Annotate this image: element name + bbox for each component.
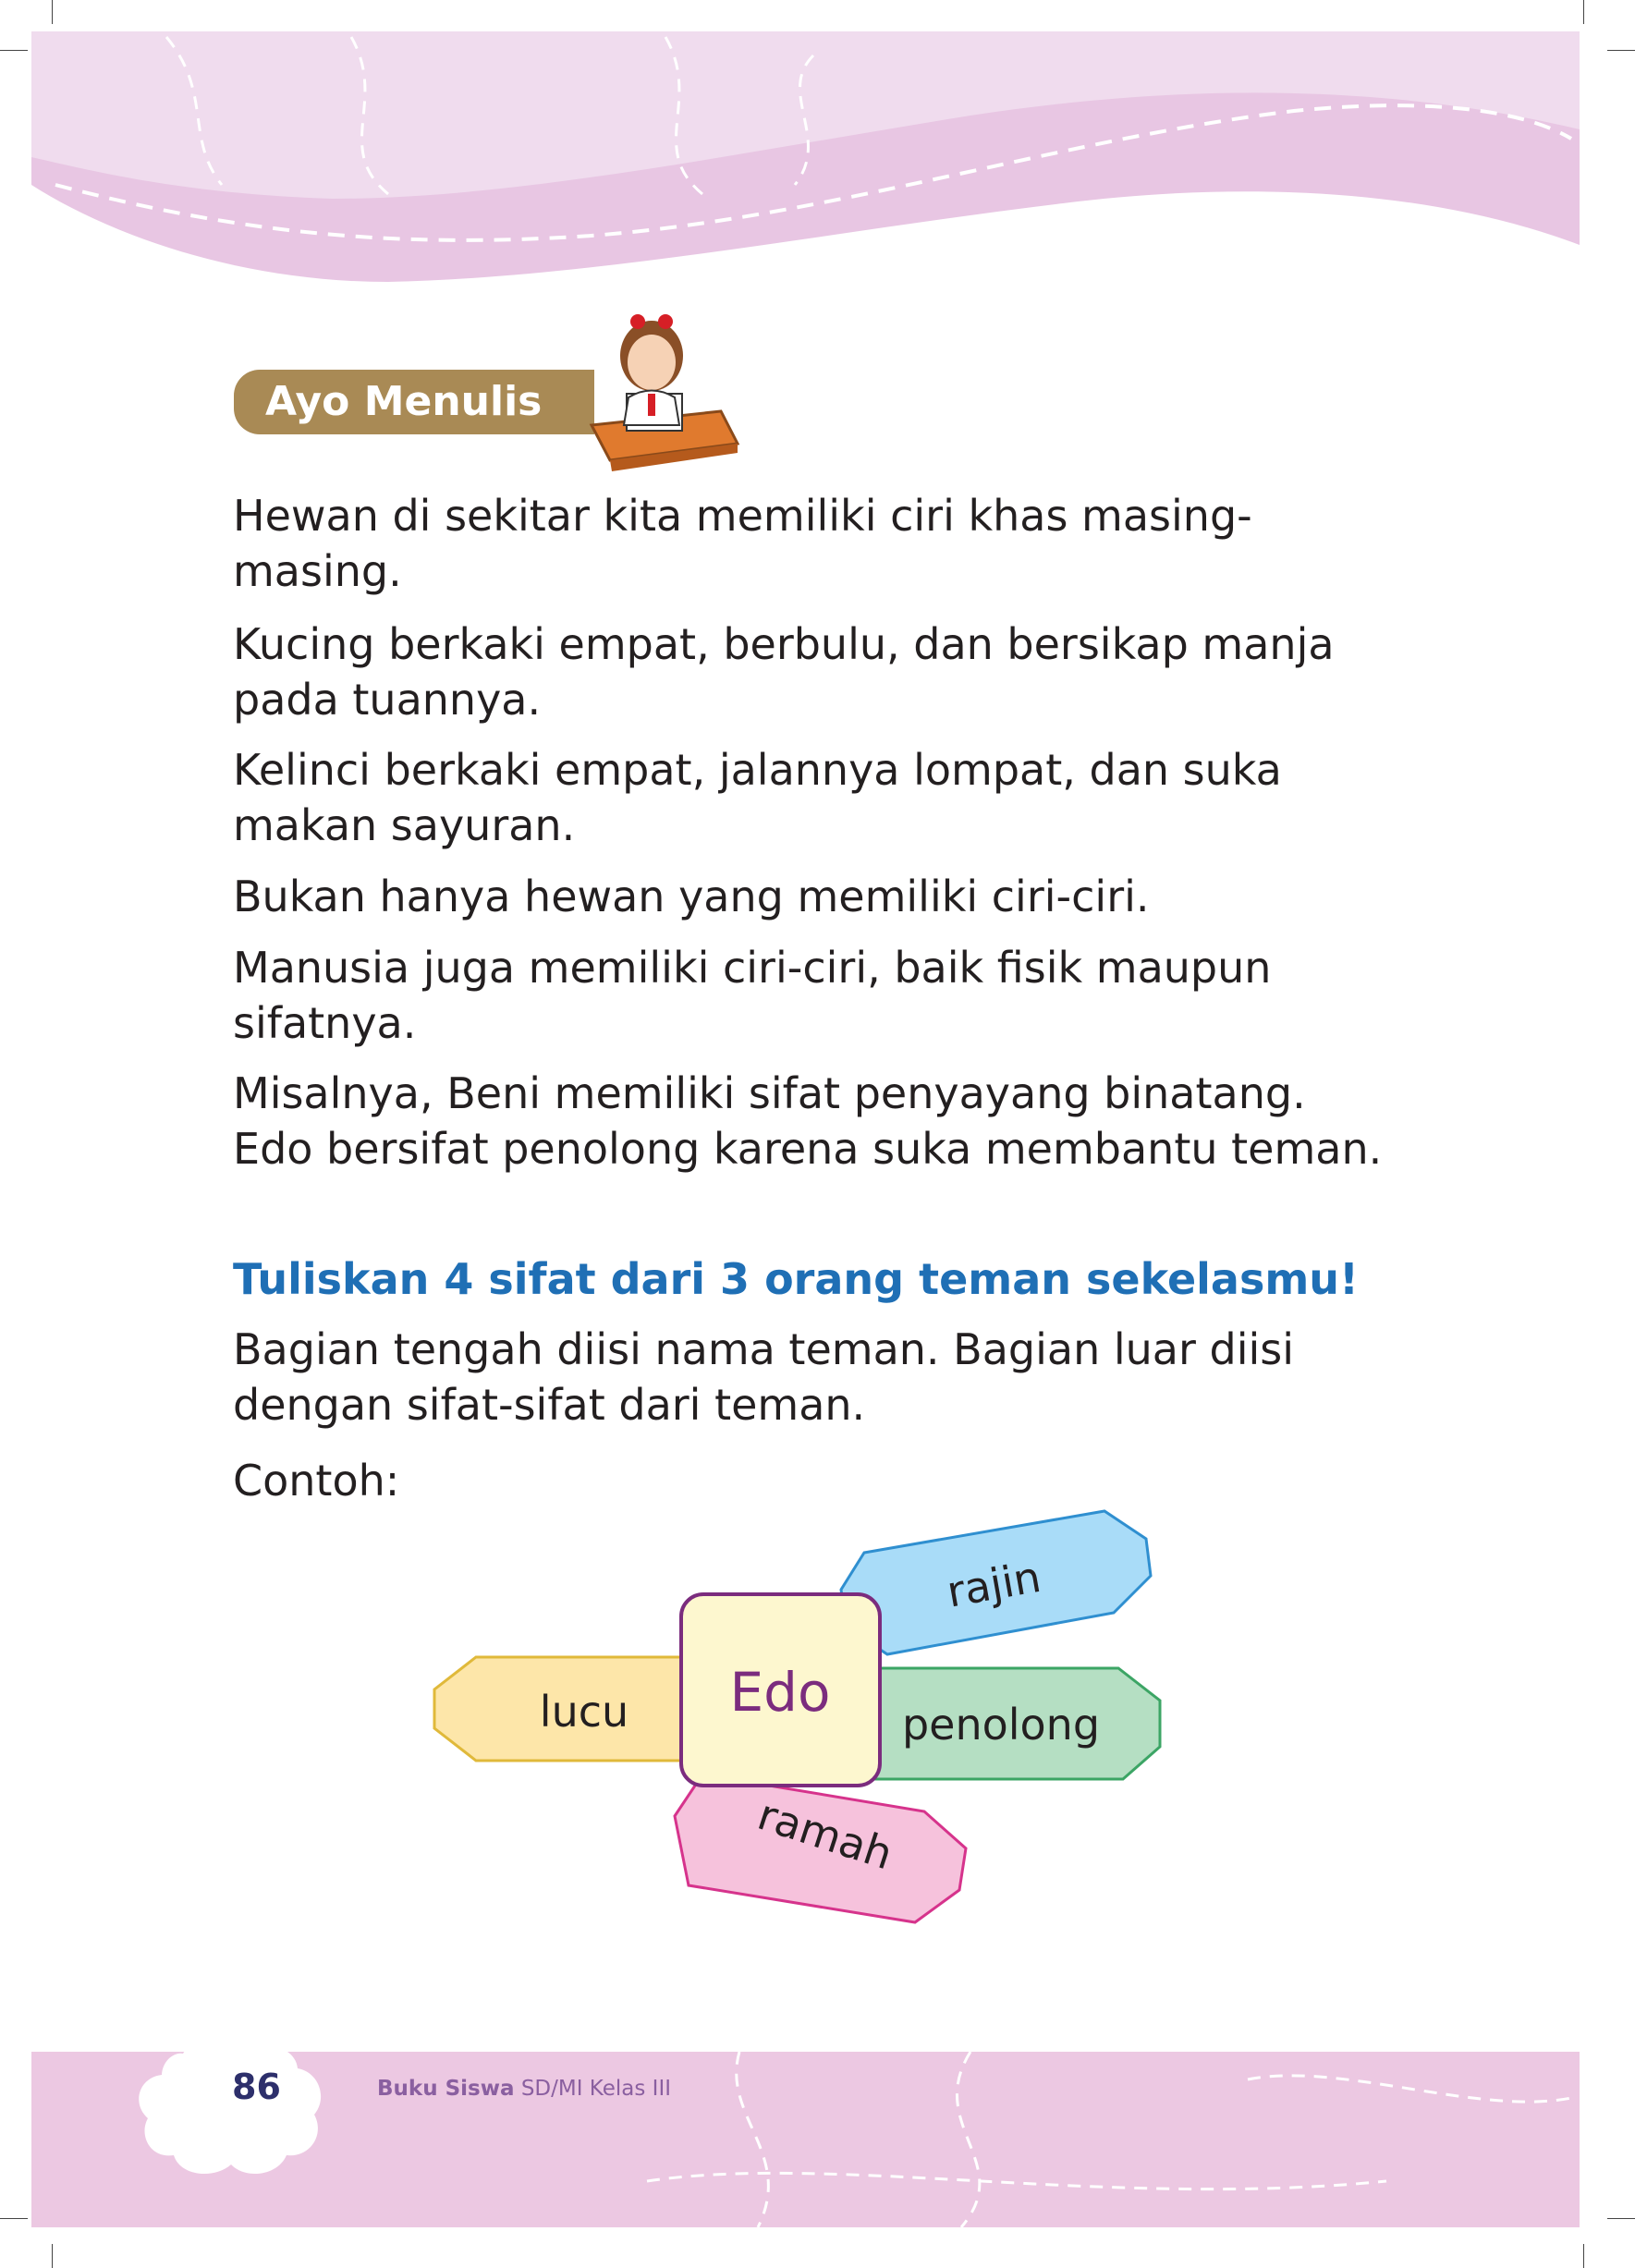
section-badge: Ayo Menulis (234, 370, 594, 434)
center-name-box (681, 1594, 880, 1786)
book-title-bold: Buku Siswa (377, 2077, 515, 2101)
trait-tag-lucu (434, 1657, 693, 1761)
trait-label: penolong (901, 1700, 1101, 1750)
trait-tag-penolong (860, 1668, 1160, 1779)
book-title (377, 2077, 671, 2101)
girl-writing-illustration (555, 305, 739, 490)
trait-label: rajin (943, 1551, 1045, 1617)
trait-diagram (425, 1497, 1183, 1932)
instruction: Tuliskan 4 sifat dari 3 orang teman sekelasmu! (233, 1254, 1359, 1304)
trait-label: ramah (751, 1789, 899, 1880)
paragraph: Misalnya, Beni memiliki sifat penyayang binatang. Edo bersifat penolong karena suka membantu teman. (233, 1068, 1383, 1174)
trait-label: lucu (539, 1687, 629, 1737)
header-decoration (0, 0, 1635, 305)
paragraph: Manusia juga memiliki ciri-ciri, baik fisik maupun sifatnya. (233, 943, 1272, 1048)
page-number: 86 (232, 2067, 281, 2107)
trait-tag-ramah (675, 1774, 966, 1922)
book-title-rest: SD/MI Kelas III (520, 2077, 672, 2101)
center-name: Edo (729, 1661, 831, 1724)
crop-mark (1583, 2244, 1584, 2268)
crop-mark (52, 2244, 53, 2268)
paragraph: Kelinci berkaki empat, jalannya lompat, dan suka makan sayuran. (233, 745, 1282, 850)
paragraph: Kucing berkaki empat, berbulu, dan bersikap manja pada tuannya. (233, 619, 1335, 725)
example-label: Contoh: (233, 1456, 400, 1506)
paragraph: Bukan hanya hewan yang memiliki ciri-ciri. (233, 872, 1150, 921)
paragraph: Hewan di sekitar kita memiliki ciri khas masing-masing. (233, 491, 1252, 596)
explanation: Bagian tengah diisi nama teman. Bagian luar diisi dengan sifat-sifat dari teman. (233, 1324, 1295, 1430)
trait-tag-rajin (841, 1511, 1151, 1654)
